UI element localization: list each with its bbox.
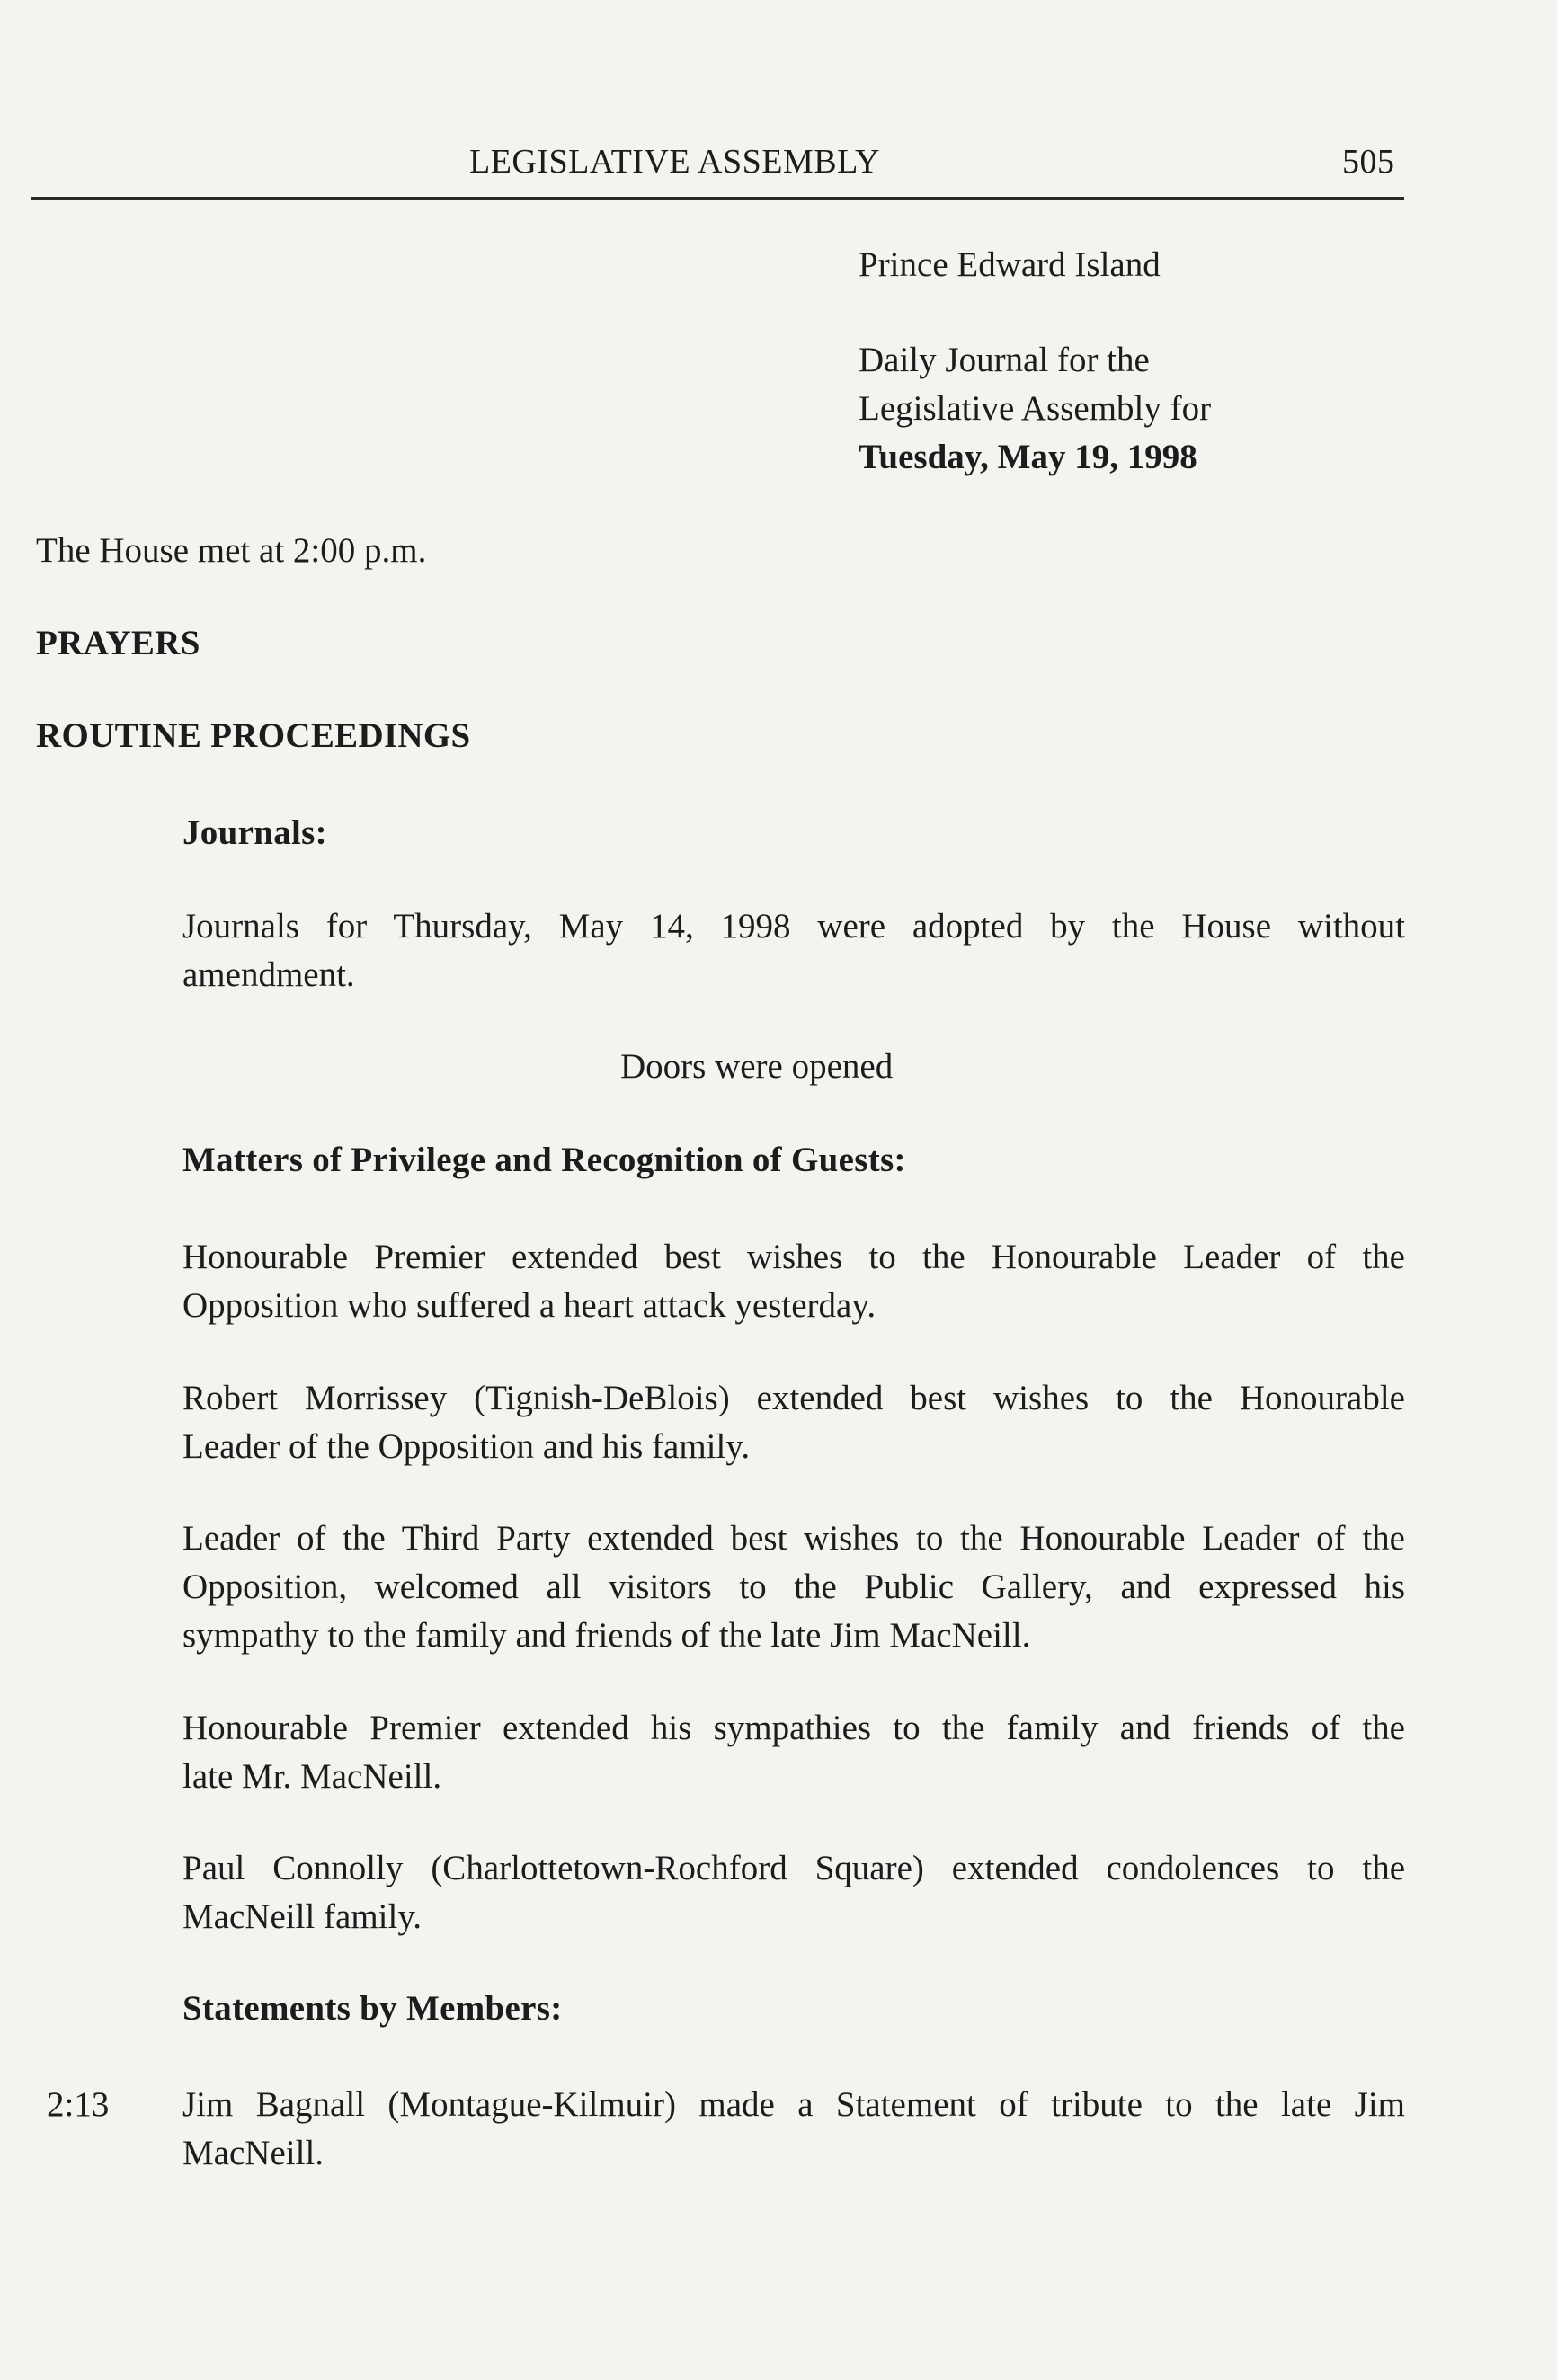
privilege-p4-line1: Honourable Premier extended his sympathies to the family and friends of the — [182, 1709, 1405, 1747]
header-rule — [31, 197, 1404, 200]
house-met-line: The House met at 2:00 p.m. — [36, 531, 427, 570]
privilege-p2-line2: Leader of the Opposition and his family. — [182, 1427, 751, 1466]
privilege-p4-line2: late Mr. MacNeill. — [182, 1757, 442, 1796]
journal-title-line2: Legislative Assembly for — [859, 389, 1212, 428]
privilege-paragraph-1 — [182, 1233, 1405, 1330]
privilege-p3-line1: Leader of the Third Party extended best wishes to the Honourable Leader of the — [182, 1519, 1405, 1558]
statement-line1: Jim Bagnall (Montague-Kilmuir) made a Statement of tribute to the late Jim — [182, 2085, 1405, 2124]
journals-heading: Journals: — [182, 813, 327, 852]
prayers-heading: PRAYERS — [36, 624, 200, 662]
journals-text-line1: Journals for Thursday, May 14, 1998 were adopted by the House without — [182, 907, 1405, 946]
privilege-p5-line2: MacNeill family. — [182, 1897, 423, 1936]
routine-proceedings-heading: ROUTINE PROCEEDINGS — [36, 716, 471, 755]
journals-text-line2: amendment. — [182, 955, 355, 994]
privilege-p1-line2: Opposition who suffered a heart attack yesterday. — [182, 1286, 876, 1325]
privilege-paragraph-5 — [182, 1844, 1405, 1941]
running-title: LEGISLATIVE ASSEMBLY — [469, 143, 880, 181]
statement-time: 2:13 — [47, 2085, 110, 2124]
doors-opened-note: Doors were opened — [620, 1047, 894, 1086]
province-name: Prince Edward Island — [859, 245, 1161, 284]
privilege-p3-line3: sympathy to the family and friends of the late Jim MacNeill. — [182, 1616, 1031, 1655]
privilege-p2-line1: Robert Morrissey (Tignish-DeBlois) extended best wishes to the Honourable — [182, 1379, 1405, 1417]
privilege-paragraph-3 — [182, 1514, 1405, 1660]
page-number: 505 — [1342, 143, 1395, 181]
journal-date: Tuesday, May 19, 1998 — [859, 438, 1197, 476]
privilege-p5-line1: Paul Connolly (Charlottetown-Rochford Square) extended condolences to the — [182, 1849, 1405, 1887]
privilege-paragraph-2 — [182, 1374, 1405, 1471]
privilege-paragraph-4 — [182, 1704, 1405, 1801]
statement-paragraph — [182, 2081, 1405, 2178]
statement-line2: MacNeill. — [182, 2134, 325, 2172]
privilege-p1-line1: Honourable Premier extended best wishes to the Honourable Leader of the — [182, 1238, 1405, 1276]
journal-title-line1: Daily Journal for the — [859, 341, 1150, 379]
privilege-heading: Matters of Privilege and Recognition of Guests: — [182, 1141, 906, 1179]
privilege-p3-line2: Opposition, welcomed all visitors to the Public Gallery, and expressed his — [182, 1567, 1405, 1606]
journals-paragraph — [182, 902, 1405, 999]
statements-heading: Statements by Members: — [182, 1989, 563, 2028]
